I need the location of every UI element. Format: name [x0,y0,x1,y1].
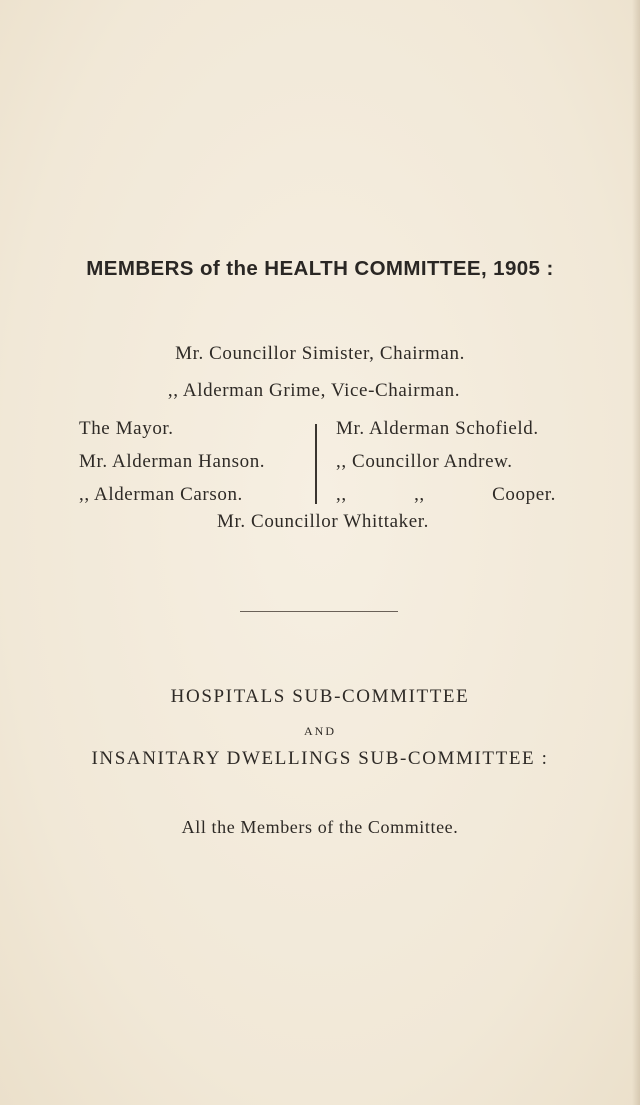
column-divider [315,424,317,504]
chairman-line: Mr. Councillor Simister, Chairman. [175,343,465,364]
vice-chairman-line: ,, Alderman Grime, Vice-Chairman. [167,380,461,401]
member-cooper: Cooper. [492,484,556,505]
ditto-mark: ,, [336,484,347,505]
hospitals-subcommittee-heading: HOSPITALS SUB-COMMITTEE [170,686,470,707]
members-left-column [79,416,304,515]
member-hanson: Mr. Alderman Hanson. [79,451,266,472]
member-whittaker: Mr. Councillor Whittaker. [216,511,429,532]
page-edge-shadow [632,0,640,1105]
member-schofield: Mr. Alderman Schofield. [336,418,539,439]
all-members-line: All the Members of the Committee. [181,817,459,837]
page-title: MEMBERS of the HEALTH COMMITTEE, 1905 : [86,257,554,280]
section-divider [240,611,398,612]
members-columns [0,416,640,506]
member-andrew: ,, Councillor Andrew. [336,451,513,472]
member-mayor: The Mayor. [79,418,174,439]
and-word: AND [304,724,336,738]
member-carson: ,, Alderman Carson. [79,484,243,505]
members-right-column [336,416,556,515]
insanitary-dwellings-subcommittee-heading: INSANITARY DWELLINGS SUB-COMMITTEE : [91,748,549,769]
ditto-mark: ,, [414,484,425,505]
